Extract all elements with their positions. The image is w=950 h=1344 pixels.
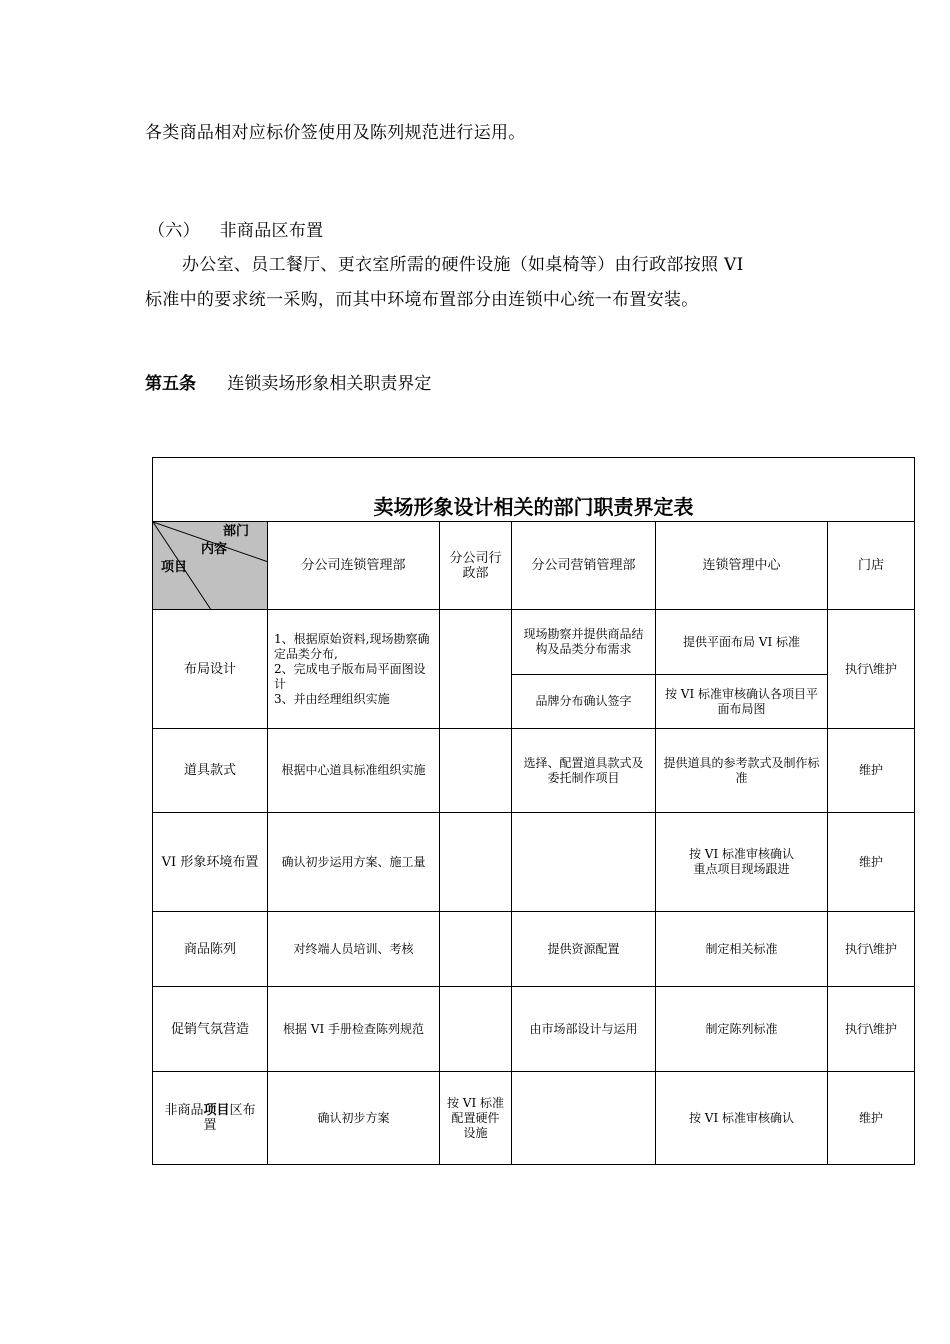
table-cell: 按 VI 标准配置硬件设施 — [440, 1072, 512, 1165]
table-cell: 现场勘察并提供商品结构及品类分布需求 — [512, 610, 656, 675]
table-cell: 确认初步运用方案、施工量 — [268, 813, 440, 912]
article-title: 连锁卖场形象相关职责界定 — [227, 374, 432, 394]
table-cell: 维护 — [828, 813, 915, 912]
table-cell — [440, 987, 512, 1072]
table-cell — [512, 813, 656, 912]
table-cell: 维护 — [828, 729, 915, 813]
section-heading — [148, 216, 323, 241]
corner-label-dept: 部门 — [222, 524, 249, 539]
corner-label-content: 内容 — [201, 542, 228, 557]
table-row — [153, 1072, 915, 1165]
table-cell: 制定相关标准 — [656, 912, 828, 987]
table-cell: 提供平面布局 VI 标准 — [656, 610, 828, 675]
table-cell: 提供道具的参考款式及制作标准 — [656, 729, 828, 813]
table-cell: 执行\维护 — [828, 912, 915, 987]
table-cell: 对终端人员培训、考核 — [268, 912, 440, 987]
column-header: 门店 — [828, 522, 915, 610]
table-cell: 按 VI 标准审核确认 — [656, 1072, 828, 1165]
duty-table — [152, 457, 915, 1165]
section-number: （六） — [148, 221, 200, 241]
table-cell: 提供资源配置 — [512, 912, 656, 987]
table-cell: 按 VI 标准审核确认各项目平面布局图 — [656, 675, 828, 729]
table-cell: 1、根据原始资料,现场勘察确定品类分布, 2、完成电子版布局平面图设计 3、并由经理组织实施 — [268, 610, 440, 729]
article-number: 第五条 — [145, 374, 196, 394]
row-item-label-pre: 非商品 — [164, 1103, 204, 1118]
table-row — [153, 987, 915, 1072]
corner-label-item: 项目 — [161, 560, 188, 575]
table-title: 卖场形象设计相关的部门职责界定表 — [153, 458, 915, 522]
row-item-label: 商品陈列 — [153, 912, 268, 987]
row-item-label: 促销气氛营造 — [153, 987, 268, 1072]
table-cell: 根据 VI 手册检查陈列规范 — [268, 987, 440, 1072]
paragraph-text: 标准中的要求统一采购，而其中环境布置部分由连锁中心统一布置安装。 — [145, 290, 699, 310]
table-cell: 执行\维护 — [828, 987, 915, 1072]
column-header: 分公司行政部 — [440, 522, 512, 610]
corner-header-cell — [153, 522, 268, 610]
article-heading — [145, 369, 431, 394]
table-row — [153, 912, 915, 987]
row-item-label — [153, 1072, 268, 1165]
column-header: 分公司营销管理部 — [512, 522, 656, 610]
row-item-label: 道具款式 — [153, 729, 268, 813]
table-row — [153, 729, 915, 813]
table-cell — [440, 912, 512, 987]
table-cell: 按 VI 标准审核确认 重点项目现场跟进 — [656, 813, 828, 912]
column-header: 分公司连锁管理部 — [268, 522, 440, 610]
table-row — [153, 813, 915, 912]
row-item-label-bold: 项目 — [203, 1103, 230, 1118]
table-cell — [440, 813, 512, 912]
row-item-label: 布局设计 — [153, 610, 268, 729]
section-title: 非商品区布置 — [219, 221, 324, 241]
table-cell: 维护 — [828, 1072, 915, 1165]
table-cell: 由市场部设计与运用 — [512, 987, 656, 1072]
table-cell: 根据中心道具标准组织实施 — [268, 729, 440, 813]
table-cell — [440, 729, 512, 813]
row-item-label: VI 形象环境布置 — [153, 813, 268, 912]
table-cell — [512, 1072, 656, 1165]
table-cell: 制定陈列标准 — [656, 987, 828, 1072]
table-cell: 选择、配置道具款式及委托制作项目 — [512, 729, 656, 813]
table-cell: 确认初步方案 — [268, 1072, 440, 1165]
table-cell — [440, 610, 512, 729]
row-item-label-post: 区布置 — [203, 1103, 256, 1133]
paragraph-text: 办公室、员工餐厅、更衣室所需的硬件设施（如桌椅等）由行政部按照 VI — [182, 255, 744, 275]
table-cell: 执行\维护 — [828, 610, 915, 729]
table-cell: 品牌分布确认签字 — [512, 675, 656, 729]
paragraph-text: 各类商品相对应标价签使用及陈列规范进行运用。 — [145, 123, 526, 143]
column-header: 连锁管理中心 — [656, 522, 828, 610]
